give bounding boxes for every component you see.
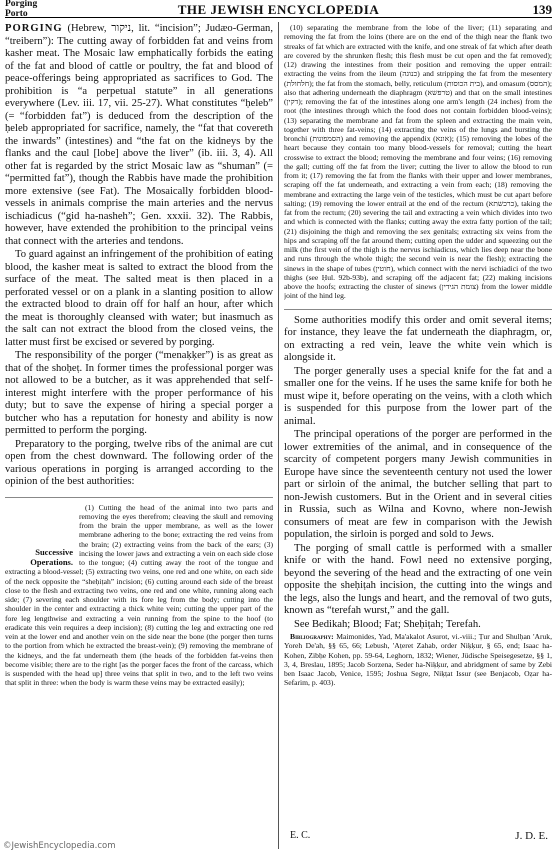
- signature-initials-right: J. D. E.: [515, 830, 548, 842]
- operations-text-left: (1) Cutting the head of the animal into two parts and removing the eyes therefrom; cleaving the skull and removing from the brain the upper membrane, as well as the lower membrane adhering to the bone; extracting the red veins from the brain; (2) extracting veins from the back of the ears; (3) incising the lower jaws and extracting a vein on each side close to the tongue; (4) cutting away the root of the tongue and extracting a blood-vessel; (5) extracting two veins, one red and one white, on each side of the neck opposite the “sheḥiṭah” incision; (6) cutting around each side of the breast close to the flesh and extracting two veins, one red and one white, running along each side; (7) severing each shoulder with its fore leg from the body; cutting into the shoulder in the center and extracting a thick white vein; cutting the upper part of the fore leg lengthwise and extracting a vein running from the spine to the hoof (to eradicate this vein requires a deep incision); (8) cutting the leg and extracting one red vein at the lower end and another vein on the side near the bone (the porger then turns to the portion from which he extracted the breast-vein); (9) removing the membrane of the kidneys, and the fat underneath them (the heads of the forbidden fat-veins then become visible; there are to the right [as the porger faces the front of the carcass, which is suspended with the head up] three veins that split in two, and to the left two veins that split in three: when the body is warm these veins may be extracted easily);: [5, 502, 273, 688]
- guide-word-last: Porto: [5, 8, 28, 19]
- see-also: See Bedikah; Blood; Fat; Sheḥiṭah; Terefah.: [294, 618, 481, 630]
- publication-title: THE JEWISH ENCYCLOPEDIA: [177, 2, 380, 17]
- guide-word-first: Porging: [5, 0, 38, 9]
- paragraph-salting: To guard against an infringement of the prohibition of eating blood, the kasher meat is salted to extract the blood from the surface of the meat. The salted meat is then placed in a perforated vessel or on a plank in a slanting position to allow the extracted blood to drain off for half an hour, after which the meat is thoroughly cleansed with water; but inasmuch as the salt can not extract the blood from the closed veins, the latter must first be excised or severed by porging.: [5, 249, 273, 348]
- watermark: ©JewishEncyclopedia.com: [3, 841, 116, 851]
- paragraph-knives: The porger generally uses a special knife for the fat and a smaller one for the veins. If he uses the same knife for both he must wipe it, before operating on the veins, with a cloth which is suspended for this purpose from the lower part of the animal.: [284, 365, 552, 427]
- paragraph-modifications: Some authorities modify this order and omit several items; for instance, they leave the fat underneath the diaphragm, or, on extracting a red vein, leave the white vein which is alongside it.: [284, 314, 552, 363]
- signature-initials-left: E. C.: [290, 830, 311, 841]
- left-column: [5, 23, 273, 855]
- intro-text: (Hebrew, ניקור, lit. “incision”; Judæo-German, “treibern”): The cutting away of forbidden fat and veins from kasher meat. The Mosaic law emphatically forbids the eating of the fat and blood of cattle or poultry, the fat and blood of peace-offerings being appropriated as sacrifices to God. The prohibition is “a perpetual statute” in all generations everywhere (Lev. iii. 17, vii. 25-27). What constitutes “ḥeleb” (= “forbidden fat”) is deduced from the description of the ḥeleb appropriated for sacrifice, namely, the “fat that covereth the inwards” (intestines) and “the fat on the kidneys by the flanks and the caul [lobe] above the liver” (ib. iii. 3, 4). All other fat is regarded by the strict Mosaic law as “shuman” (= “permitted fat”), though the Rabbis have made the prohibition more extensive (see Fat). The Mosaically forbidden blood-vessels in animals comprise the main arteries and the nervus ischiadicus (“gid ha-nasheh”; Gen. xxxii. 32). The Rabbis, however, have extended the prohibition to the principal veins that connect with the arteries and tendons.: [5, 23, 273, 247]
- page-header: [5, 0, 552, 18]
- bibliography: [284, 632, 552, 688]
- section-rule: [5, 492, 273, 498]
- right-column: [284, 23, 552, 833]
- operations-list-part-1: [5, 503, 273, 688]
- article-headword: PORGING: [5, 23, 63, 34]
- side-heading: Successive Operations.: [30, 546, 73, 567]
- operations-list-part-2: (10) separating the membrane from the lobe of the liver; (11) separating and removing the fat from the loins (there are on the end of the thigh near the flank two streaks of fat which are extracted with the knife, and one streak of fat which after death are covered by the shrunken flesh; this flesh must be cut open and the fat removed); (12) drawing the intestines from their position and removing the upper entrail: extracting the veins from the ileum (כנוגה) and stripping the fat from the mesentery (חלחולת); the fat from the stomach, belly, reticulum (בית הכוסות), and omasum (המסס); also that adhering underneath the diaphragm (טרפשא) and that on the small intestines (דקין); removing the fat of the intestines along one arm's length (24 inches) from the root (the intestines through which the food does not contain forbidden blood-veins); (13) separating the membrane and fat from the spleen and extracting the main vein, together with three fat-veins; (14) extracting the veins of the lungs and bursting the bronchi (הסמפונות) and removing the appendix (אונא); (15) removing the lobes of the heart because they contain too many blood-vessels for removal; cutting the heart crosswise to extract the blood; removing the membrane and four veins; (16) removing the gall; cutting off the fat from the liver; cutting the liver to allow the blood to run from it; (17) removing the fat from the flanks with their upper and lower membranes, scraping off the fat underneath, and extracting a vein from each; (18) removing the membrane and extracting the large vein of the testicles, which must be cut apart before salting; (19) removing the lower entrail at the end of the rectum (כרכשתא), taking the fat from the rectum; (20) severing the tail and extracting a vein which divides into two and which is connected with the flanks; cutting away the extra fatty portion of the tail; (21) disjoining the thigh and removing the sex genitals; extracting six veins from the hips and scraping off the fat around them; cutting open the udder and squeezing out the milk (the first vein of the thigh is the nervus ischiadicus, which lies deep near the bone and runs through the whole thigh; the second vein is near the flesh); extracting the sinews in the shape of tubes (חוטין), which connect with the nervi ischiadici of the two thighs (see Ḥul. 92b-93b), and scraping off the adjacent fat; (22) making incisions above the hoofs; extracting the cluster of sinews (צומת הגידין) from the lower middle joint of the hind leg.: [284, 23, 552, 301]
- paragraph-porger-responsibility: The responsibility of the porger (“menaḳḳer”) is as great as that of the shoḥeṭ. In former times the professional porger was not allowed to be a butcher, as it was apprehended that self-interest might interfere with the proper performance of his duty; but to save the expense of hiring a special porger a butcher who has a reputation for honesty and ability is now permitted to perform the porging.: [5, 350, 273, 436]
- paragraph-preparation: Preparatory to the porging, twelve ribs of the animal are cut open from the chest downward. The following order of the various operations in porging is arranged according to the opinion of the best authorities:: [5, 438, 273, 487]
- article-intro: [5, 23, 273, 248]
- bibliography-label: Bibliography:: [290, 632, 334, 641]
- paragraph-lower-extremities: The principal operations of the porger are performed in the lower extremities of the animal, and in consequence of the scarcity of competent porgers many Jewish communities in Europe have since the seventeenth century not used the lower part or sirloin of the animal, the butcher selling that part to non-Jewish customers. But in the Orient and in several cities in Russia, such as Wilna and Kovno, where non-Jewish consumers of meat are few in comparison with the Jewish population, the sirloin is porged and sold to Jews.: [284, 429, 552, 540]
- paragraph-small-cattle: The porging of small cattle is performed with a smaller knife or with the hand. Fowl need no extensive porging, beyond the severing of the head and the extracting of one vein opposite the sheḥiṭah incision, the cutting into the wings and the legs, also the lungs and heart, and the removal of two guts, known as “terefah wurst,” and the gall.: [284, 542, 552, 616]
- column-divider: [278, 22, 279, 849]
- bibliography-text: Maimonides, Yad, Ma'akalot Asurot, vi.-viii.; Ṭur and Shulḥan 'Aruk, Yoreh De'ah, §§ 65, 66; Lebush, 'Aṭeret Zahab, order Niḳḳur, § 65, end; Isaac ha-Kohen, Zibḥe Kohen, pp. 59-64, Leghorn, 1832; Wiener, Jüdische Speisegesetze, §§ 1, 3, 4, Breslau, 1895; Jacob Sorzena, Seder ha-Niḳḳur, and abridgment of same by Zebi ben Isaac Jacob, Venice, 1595; Joshua Segre, Niḳṭat Issur (see Benjacob, Oẓar ha-Sefarim, p. 403).: [284, 632, 552, 688]
- author-signatures: [284, 830, 552, 842]
- page-number: 139: [532, 2, 552, 17]
- section-rule-right: [284, 304, 552, 310]
